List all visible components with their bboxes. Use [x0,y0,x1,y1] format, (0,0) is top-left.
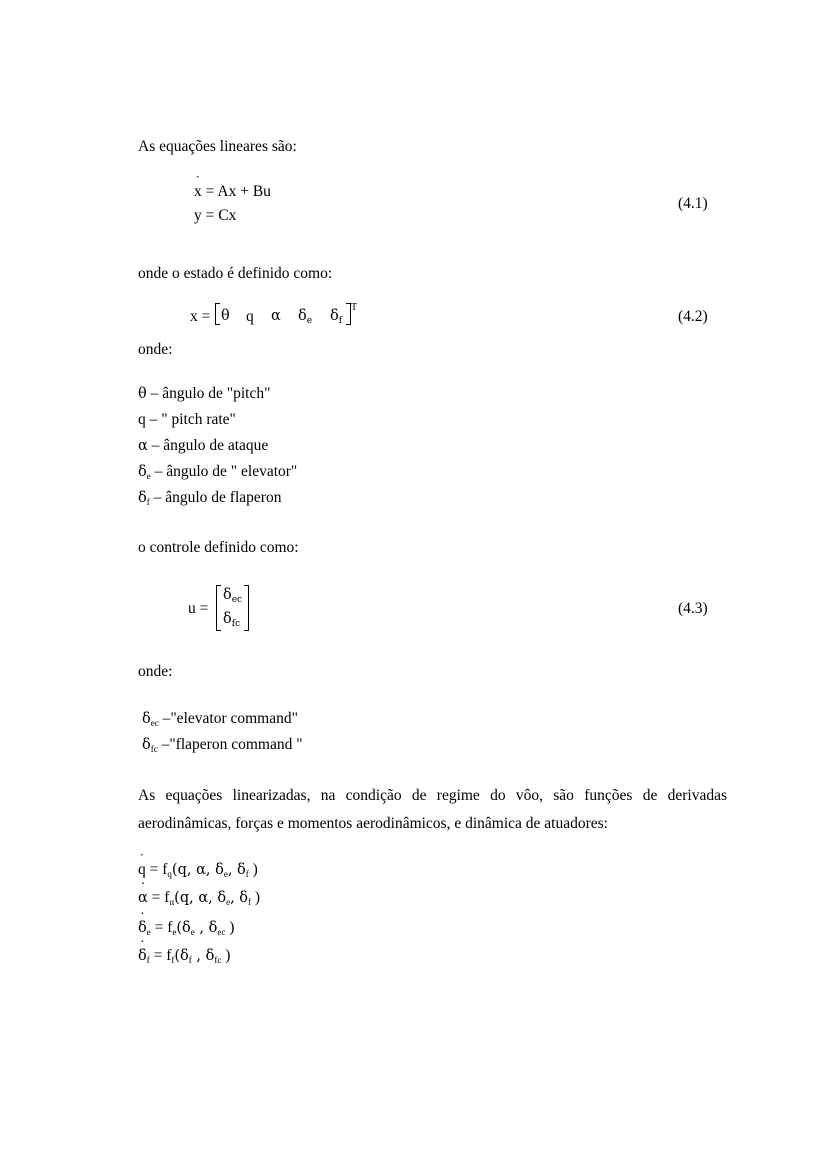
eq42-lhs: x = [190,308,211,325]
eq43-lhs: u = [188,600,209,617]
dyn-eq-alphadot: ˙ $\alpha = f_\alpha(q$, α, $\delta_e$, $\delta_f$ ) [138,890,260,906]
eq41-xdot: ˙ x [194,184,202,200]
eq42-left-bracket [215,303,220,325]
definition-item: $\delta_f$ – ângulo de flaperon [138,489,282,507]
paragraph-line-1: As equações linearizadas, na condição de regime do vôo, são funções de derivadas [138,787,727,804]
dyn-eq-qdot: ˙ $q = f_q(q$, α, $\delta_e$, $\delta_f$ ) [138,862,258,878]
eq42-number: (4.2) [678,308,708,325]
definition-item: θ – ângulo de "pitch" [138,385,271,402]
eq42-transpose: T [351,302,358,313]
definition-item: q – " pitch rate" [138,411,236,428]
eq42-delta-f: $\delta_f$ [330,308,343,326]
eq43-number: (4.3) [678,600,708,617]
state-intro-text: onde o estado é definido como: [138,265,333,282]
eq42-alpha: α [271,308,281,324]
eq41-line1 [194,184,271,200]
dyn-eq-deltafdot: ˙ $\delta_f = f_f(\delta_f$ , $\delta_{fc}$ ) [138,948,230,964]
eq41-line2: y = Cx [194,207,237,224]
command-item: $\delta_{fc}$ –"flaperon command " [142,736,303,754]
definition-item: α – ângulo de ataque [138,437,269,454]
control-intro-text: o controle definido como: [138,539,299,556]
eq43-delta-ec: $\delta_{ec}$ [223,587,243,605]
command-item: $\delta_{ec}$ –"elevator command" [142,710,298,728]
eq41-number: (4.1) [678,195,708,212]
eq42-theta: θ [221,308,230,324]
paragraph-line-2: aerodinâmicas, forças e momentos aerodinâmicos, e dinâmica de atuadores: [138,815,608,832]
dyn-eq-deltaedot: ˙ $\delta_e = f_e(\delta_e$ , $\delta_{ec}$ ) [138,920,234,936]
eq42-delta-e: $\delta_e$ [298,308,313,326]
eq43-delta-fc: $\delta_{fc}$ [223,611,241,629]
eq43-left-bracket [216,585,221,631]
intro-text: As equações lineares são: [138,138,297,155]
definition-item: $\delta_e$ – ângulo de " elevator" [138,463,298,481]
eq41-line1-rest: = Ax + Bu [201,183,271,200]
onde-label-1: onde: [138,341,173,358]
onde-label-2: onde: [138,663,173,680]
eq42-q: q [246,308,254,325]
eq43-right-bracket [244,585,249,631]
